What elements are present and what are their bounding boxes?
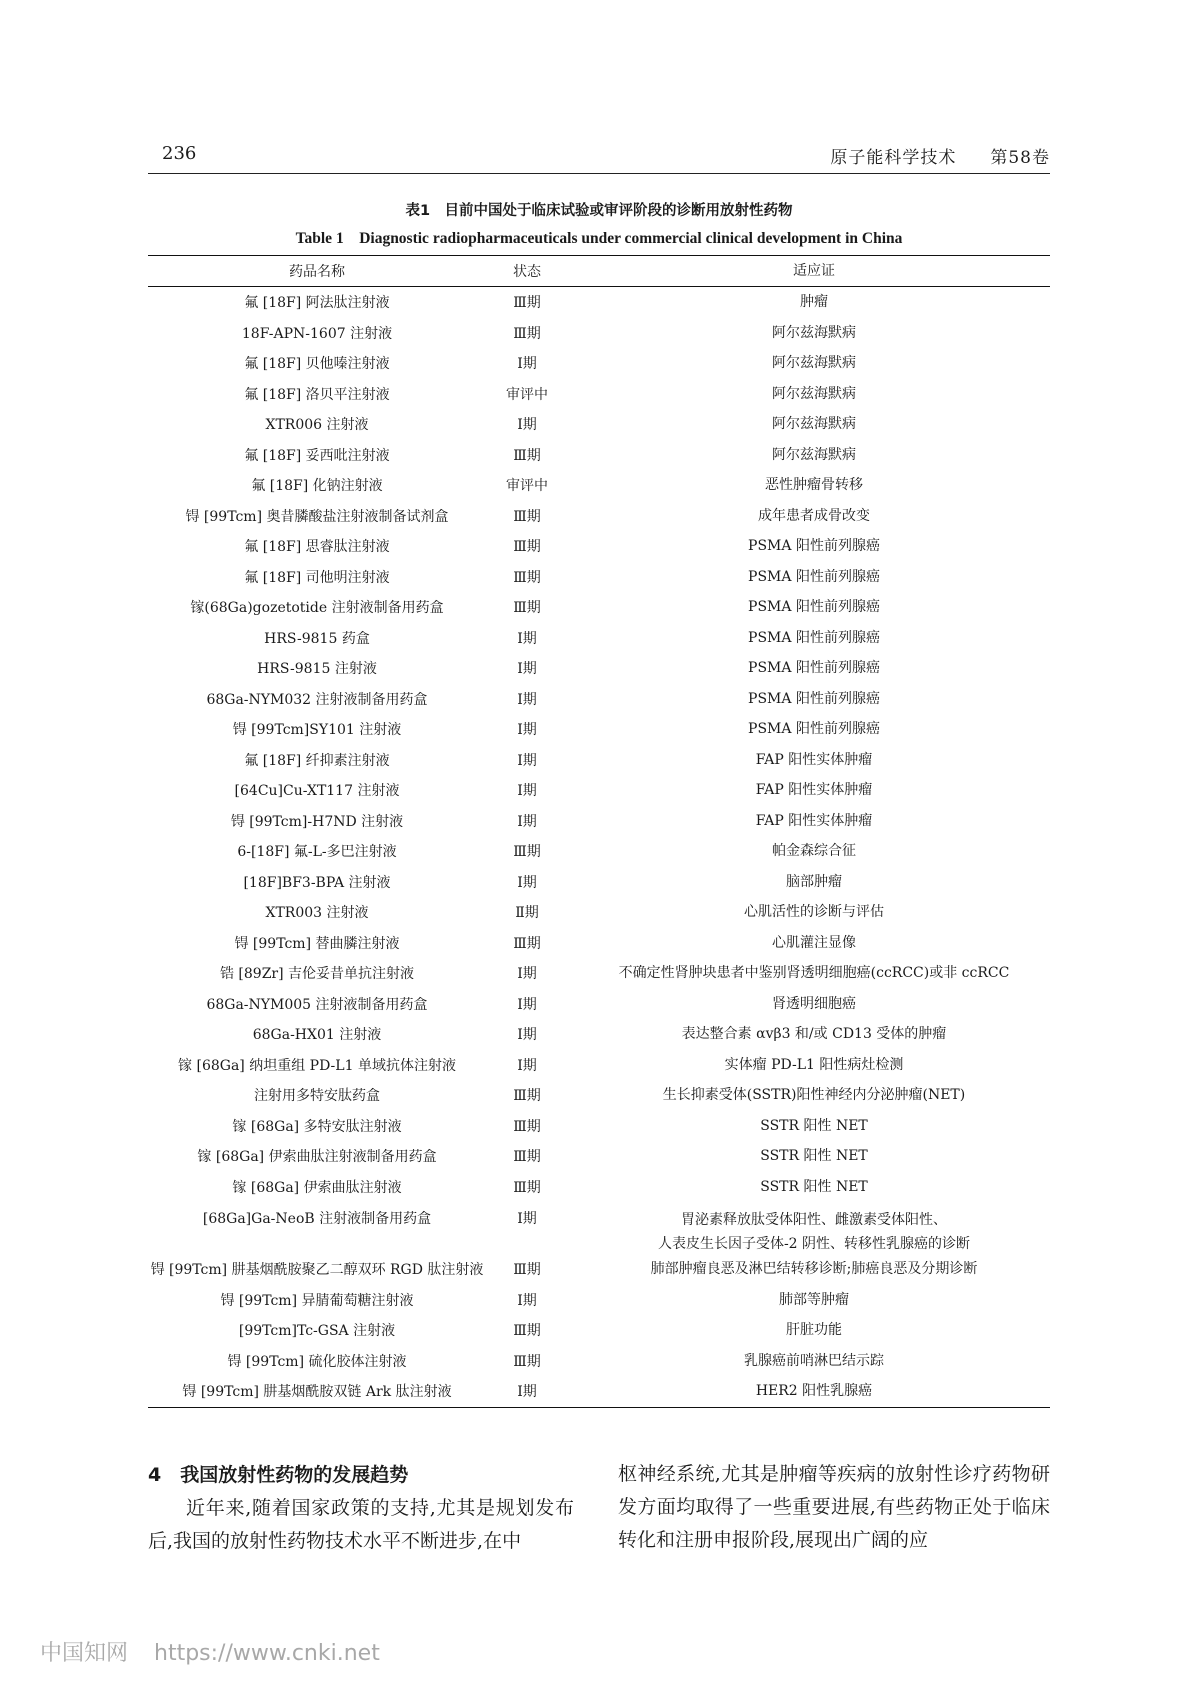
drug-indication: 恶性肿瘤骨转移 xyxy=(765,477,863,494)
drug-name: 氟 [18F] 阿法肽注射液 xyxy=(244,295,390,312)
table-row xyxy=(148,287,1050,318)
drug-indication: PSMA 阳性前列腺癌 xyxy=(748,690,880,707)
table-row xyxy=(148,714,1050,745)
drug-name: 锝 [99Tcm] 肼基烟酰胺双链 Ark 肽注射液 xyxy=(182,1384,452,1401)
paragraph-right: 枢神经系统,尤其是肿瘤等疾病的放射性诊疗药物研发方面均取得了一些重要进展,有些药物正处于临床转化和注册申报阶段,展现出广阔的应 xyxy=(618,1463,1050,1551)
table-header xyxy=(148,256,1050,287)
drug-status: Ⅰ期 xyxy=(517,783,537,800)
drug-indication: 心肌灌注显像 xyxy=(772,934,856,951)
drug-indication: FAP 阳性实体肿瘤 xyxy=(755,751,873,768)
drug-indication: SSTR 阳性 NET xyxy=(760,1148,868,1165)
table-row xyxy=(148,1346,1050,1377)
drug-status: Ⅰ期 xyxy=(517,1027,537,1044)
drug-status: Ⅰ期 xyxy=(517,813,537,830)
drug-status: Ⅲ期 xyxy=(513,844,541,861)
drug-indication: 脑部肿瘤 xyxy=(786,873,842,890)
drug-indication: 不确定性肾肿块患者中鉴别肾透明细胞癌(ccRCC)或非 ccRCC xyxy=(618,965,1010,982)
drug-name: 6-[18F] 氟-L-多巴注射液 xyxy=(237,844,397,861)
drug-name: [18F]BF3-BPA 注射液 xyxy=(243,874,391,891)
drug-status: Ⅲ期 xyxy=(513,1262,541,1279)
watermark-brand: 中国知网 xyxy=(40,1641,129,1666)
table-row xyxy=(148,348,1050,379)
table-row xyxy=(148,1050,1050,1081)
table-row xyxy=(148,1019,1050,1050)
drug-indication: 肝脏功能 xyxy=(786,1322,842,1339)
table-row xyxy=(148,684,1050,715)
drug-indication: 肺部肿瘤良恶及淋巴结转移诊断;肺癌良恶及分期诊断 xyxy=(650,1261,978,1278)
drug-indication: 胃泌素释放肽受体阳性、雌激素受体阳性、 xyxy=(681,1212,947,1228)
drug-indication: 阿尔兹海默病 xyxy=(772,416,856,433)
col-header-drug: 药品名称 xyxy=(289,264,345,280)
table-row xyxy=(148,1141,1050,1172)
drug-indication: PSMA 阳性前列腺癌 xyxy=(748,568,880,585)
drug-status: Ⅰ期 xyxy=(517,356,537,373)
table-row xyxy=(148,775,1050,806)
drug-status: Ⅲ期 xyxy=(513,1149,541,1166)
table-row xyxy=(148,1202,1050,1254)
table-row xyxy=(148,440,1050,471)
drug-status: Ⅰ期 xyxy=(517,1211,537,1227)
drug-indication: PSMA 阳性前列腺癌 xyxy=(748,538,880,555)
drug-indication: FAP 阳性实体肿瘤 xyxy=(755,782,873,799)
table-row xyxy=(148,806,1050,837)
table-row xyxy=(148,745,1050,776)
table-row xyxy=(148,1376,1050,1407)
drug-name: 氟 [18F] 思睿肽注射液 xyxy=(244,539,390,556)
drug-indication: SSTR 阳性 NET xyxy=(760,1178,868,1195)
drug-indication: FAP 阳性实体肿瘤 xyxy=(755,812,873,829)
table-row xyxy=(148,1285,1050,1316)
drug-name: 锝 [99Tcm] 硫化胶体注射液 xyxy=(227,1353,407,1370)
drug-indication: 生长抑素受体(SSTR)阳性神经内分泌肿瘤(NET) xyxy=(662,1087,966,1104)
drug-name: 氟 [18F] 洛贝平注射液 xyxy=(244,386,390,403)
table-caption-cn: 表1 目前中国处于临床试验或审评阶段的诊断用放射性药物 xyxy=(405,203,793,219)
drug-status: Ⅲ期 xyxy=(513,600,541,617)
drug-status: Ⅱ期 xyxy=(515,905,539,922)
drug-name: XTR006 注射液 xyxy=(265,417,369,434)
drug-name: [68Ga]Ga-NeoB 注射液制备用药盒 xyxy=(202,1211,432,1227)
drug-name: HRS-9815 药盒 xyxy=(264,630,370,647)
drug-name: XTR003 注射液 xyxy=(265,905,369,922)
drug-status: Ⅲ期 xyxy=(513,935,541,952)
table-body xyxy=(148,287,1050,1407)
drug-name: 锝 [99Tcm] 替曲膦注射液 xyxy=(234,935,400,952)
table-row xyxy=(148,928,1050,959)
paragraph-left: 近年来,随着国家政策的支持,尤其是规划发布后,我国的放射性药物技术水平不断进步,在中 xyxy=(148,1497,574,1552)
drug-status: Ⅰ期 xyxy=(517,661,537,678)
drug-name: 锝 [99Tcm]-H7ND 注射液 xyxy=(230,813,404,830)
drug-indication: PSMA 阳性前列腺癌 xyxy=(748,629,880,646)
header-rule xyxy=(148,173,1050,174)
drug-indication: PSMA 阳性前列腺癌 xyxy=(748,721,880,738)
drug-name: 18F-APN-1607 注射液 xyxy=(241,325,393,342)
drug-indication: SSTR 阳性 NET xyxy=(760,1117,868,1134)
drug-table xyxy=(148,255,1050,1408)
watermark-url: https://www.cnki.net xyxy=(154,1641,380,1666)
page-number: 236 xyxy=(162,143,197,164)
drug-status: Ⅲ期 xyxy=(513,1118,541,1135)
drug-name: 氟 [18F] 妥西吡注射液 xyxy=(244,447,390,464)
table-row xyxy=(148,1172,1050,1203)
drug-indication: 阿尔兹海默病 xyxy=(772,446,856,463)
volume: 第58卷 xyxy=(990,148,1050,168)
drug-indication: 实体瘤 PD-L1 阳性病灶检测 xyxy=(724,1056,904,1073)
table-row xyxy=(148,1315,1050,1346)
drug-status: Ⅲ期 xyxy=(513,1179,541,1196)
drug-name: 镓(68Ga)gozetotide 注射液制备用药盒 xyxy=(190,600,444,617)
drug-status: Ⅲ期 xyxy=(513,325,541,342)
drug-status: Ⅲ期 xyxy=(513,1323,541,1340)
drug-name: 注射用多特安肽药盒 xyxy=(254,1088,380,1105)
drug-status: Ⅰ期 xyxy=(517,996,537,1013)
drug-status: Ⅰ期 xyxy=(517,722,537,739)
drug-status: Ⅲ期 xyxy=(513,447,541,464)
table-row xyxy=(148,867,1050,898)
drug-status: 审评中 xyxy=(506,386,548,403)
drug-indication: PSMA 阳性前列腺癌 xyxy=(748,660,880,677)
drug-name: 镓 [68Ga] 伊索曲肽注射液制备用药盒 xyxy=(197,1149,437,1166)
drug-indication: PSMA 阳性前列腺癌 xyxy=(748,599,880,616)
table-row xyxy=(148,897,1050,928)
drug-name: 镓 [68Ga] 纳坦重组 PD-L1 单域抗体注射液 xyxy=(178,1057,456,1074)
table-row xyxy=(148,470,1050,501)
table-row xyxy=(148,836,1050,867)
running-header xyxy=(148,143,1050,169)
journal-info xyxy=(830,143,1050,168)
table-row xyxy=(148,379,1050,410)
table-row xyxy=(148,531,1050,562)
drug-status: 审评中 xyxy=(506,478,548,495)
drug-status: Ⅲ期 xyxy=(513,1088,541,1105)
drug-status: Ⅲ期 xyxy=(513,539,541,556)
table-row xyxy=(148,1254,1050,1285)
drug-indication-line2: 人表皮生长因子受体-2 阴性、转移性乳腺癌的诊断 xyxy=(657,1236,971,1252)
drug-name: [64Cu]Cu-XT117 注射液 xyxy=(234,783,400,800)
table-row xyxy=(148,653,1050,684)
drug-name: 氟 [18F] 化钠注射液 xyxy=(251,478,383,495)
table-row xyxy=(148,958,1050,989)
drug-status: Ⅲ期 xyxy=(513,569,541,586)
table-row xyxy=(148,592,1050,623)
table-row xyxy=(148,318,1050,349)
drug-name: [99Tcm]Tc-GSA 注射液 xyxy=(238,1323,396,1340)
drug-status: Ⅰ期 xyxy=(517,1384,537,1401)
drug-name: 锝 [99Tcm]SY101 注射液 xyxy=(232,722,402,739)
drug-status: Ⅰ期 xyxy=(517,1057,537,1074)
drug-indication-cell xyxy=(568,1208,1050,1256)
table-row xyxy=(148,409,1050,440)
table-row xyxy=(148,623,1050,654)
drug-name: 镓 [68Ga] 多特安肽注射液 xyxy=(232,1118,402,1135)
drug-name: HRS-9815 注射液 xyxy=(257,661,377,678)
drug-name: 氟 [18F] 司他明注射液 xyxy=(244,569,390,586)
col-header-status: 状态 xyxy=(513,264,541,280)
drug-status: Ⅲ期 xyxy=(513,295,541,312)
drug-name: 68Ga-NYM032 注射液制备用药盒 xyxy=(206,691,428,708)
drug-indication: 肿瘤 xyxy=(800,294,828,311)
watermark xyxy=(40,1636,380,1667)
drug-name: 锆 [89Zr] 吉伦妥昔单抗注射液 xyxy=(219,966,415,983)
table-row xyxy=(148,501,1050,532)
drug-status: Ⅰ期 xyxy=(517,874,537,891)
drug-indication: 阿尔兹海默病 xyxy=(772,385,856,402)
drug-status: Ⅰ期 xyxy=(517,752,537,769)
table-row xyxy=(148,989,1050,1020)
drug-indication: 成年患者成骨改变 xyxy=(758,507,870,524)
drug-name: 锝 [99Tcm] 奥昔膦酸盐注射液制备试剂盒 xyxy=(185,508,449,525)
drug-status: Ⅲ期 xyxy=(513,1353,541,1370)
drug-name: 锝 [99Tcm] 肼基烟酰胺聚乙二醇双环 RGD 肽注射液 xyxy=(150,1262,484,1279)
drug-name: 氟 [18F] 贝他嗪注射液 xyxy=(244,356,390,373)
drug-status: Ⅰ期 xyxy=(517,417,537,434)
drug-name: 镓 [68Ga] 伊索曲肽注射液 xyxy=(232,1179,402,1196)
table-row xyxy=(148,562,1050,593)
drug-indication: HER2 阳性乳腺癌 xyxy=(755,1383,873,1400)
table-row xyxy=(148,1080,1050,1111)
drug-name: 氟 [18F] 纤抑素注射液 xyxy=(244,752,390,769)
drug-indication: 肺部等肿瘤 xyxy=(779,1291,849,1308)
drug-indication: 心肌活性的诊断与评估 xyxy=(744,904,884,921)
drug-indication: 阿尔兹海默病 xyxy=(772,324,856,341)
drug-indication: 帕金森综合征 xyxy=(772,843,856,860)
col-header-indication: 适应证 xyxy=(793,263,835,279)
drug-name: 68Ga-NYM005 注射液制备用药盒 xyxy=(206,996,428,1013)
drug-status: Ⅰ期 xyxy=(517,1292,537,1309)
drug-status: Ⅰ期 xyxy=(517,966,537,983)
section-heading: 4 我国放射性药物的发展趋势 xyxy=(148,1464,409,1486)
drug-status: Ⅰ期 xyxy=(517,630,537,647)
drug-name: 68Ga-HX01 注射液 xyxy=(252,1027,382,1044)
drug-status: Ⅲ期 xyxy=(513,508,541,525)
journal-name: 原子能科学技术 xyxy=(830,148,957,168)
drug-indication: 肾透明细胞癌 xyxy=(772,995,856,1012)
table-caption-en: Table 1 Diagnostic radiopharmaceuticals under commercial clinical development in China xyxy=(295,230,903,247)
drug-indication: 乳腺癌前哨淋巴结示踪 xyxy=(744,1352,884,1369)
table-row xyxy=(148,1111,1050,1142)
drug-status: Ⅰ期 xyxy=(517,691,537,708)
drug-name: 锝 [99Tcm] 异腈葡萄糖注射液 xyxy=(220,1292,414,1309)
drug-indication: 阿尔兹海默病 xyxy=(772,355,856,372)
drug-indication: 表达整合素 αvβ3 和/或 CD13 受体的肿瘤 xyxy=(681,1026,947,1043)
